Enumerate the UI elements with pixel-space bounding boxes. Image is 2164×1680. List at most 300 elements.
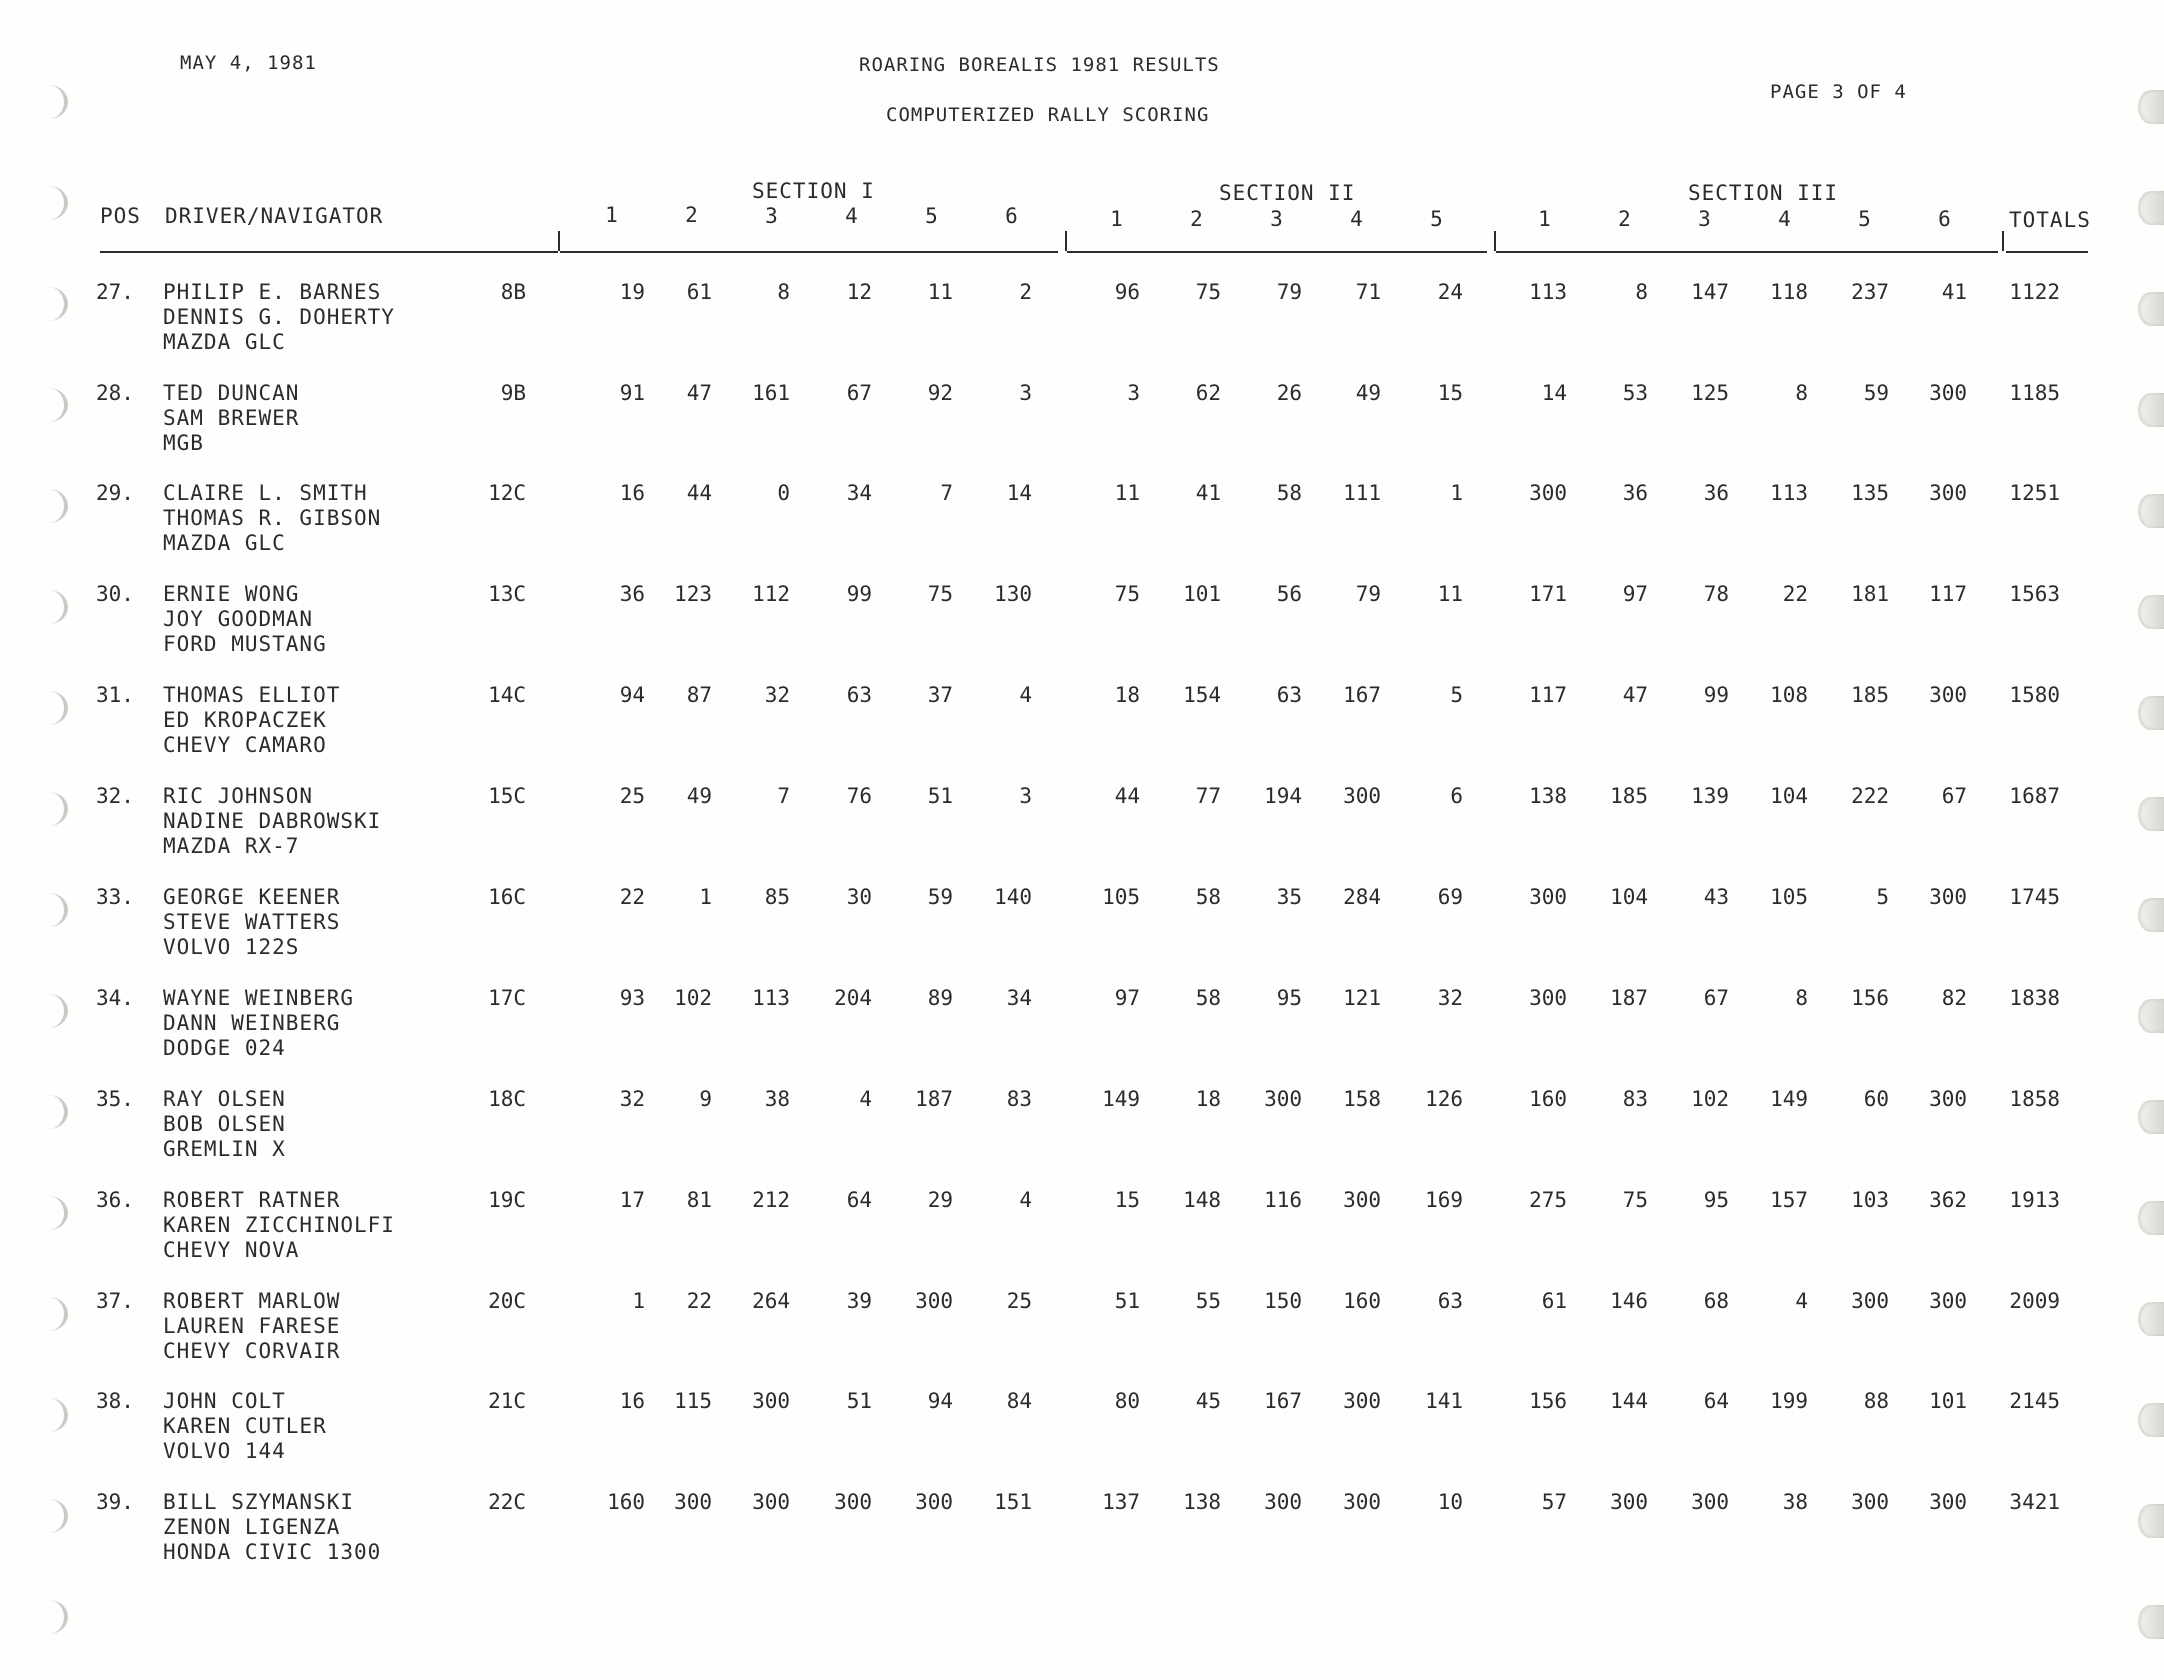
stage-score: 36 (619, 582, 645, 606)
stage-header: 1 (605, 203, 619, 227)
stage-score: 67 (846, 381, 872, 405)
driver-navigator-car (163, 784, 381, 859)
stage-score: 34 (1006, 986, 1032, 1010)
stage-score: 39 (846, 1289, 872, 1313)
binder-hole-left (30, 287, 68, 321)
stage-score: 117 (1929, 582, 1967, 606)
binder-hole-right (2138, 191, 2164, 225)
stage-score: 156 (1851, 986, 1889, 1010)
rule-divider (1065, 231, 1067, 251)
stage-score: 4 (859, 1087, 872, 1111)
stage-score: 103 (1851, 1188, 1889, 1212)
stage-score: 300 (752, 1490, 790, 1514)
stage-score: 45 (1195, 1389, 1221, 1413)
stage-score: 92 (927, 381, 953, 405)
stage-score: 212 (752, 1188, 790, 1212)
car-number: 20C (488, 1289, 526, 1313)
driver-name: ROBERT MARLOW (163, 1289, 341, 1313)
column-header-totals: TOTALS (2009, 208, 2091, 232)
stage-score: 171 (1529, 582, 1567, 606)
stage-score: 97 (1114, 986, 1140, 1010)
stage-score: 147 (1691, 280, 1729, 304)
stage-score: 14 (1006, 481, 1032, 505)
stage-score: 62 (1195, 381, 1221, 405)
stage-score: 135 (1851, 481, 1889, 505)
navigator-name: DANN WEINBERG (163, 1011, 341, 1035)
driver-name: TED DUNCAN (163, 381, 300, 405)
stage-score: 7 (777, 784, 790, 808)
car-number: 21C (488, 1389, 526, 1413)
stage-score: 160 (607, 1490, 645, 1514)
stage-score: 300 (1610, 1490, 1648, 1514)
binder-hole-right (2138, 999, 2164, 1033)
report-title: ROARING BOREALIS 1981 RESULTS (859, 54, 1220, 76)
stage-score: 63 (1437, 1289, 1463, 1313)
stage-header: 3 (1270, 207, 1284, 231)
stage-score: 115 (674, 1389, 712, 1413)
stage-score: 300 (674, 1490, 712, 1514)
stage-score: 167 (1264, 1389, 1302, 1413)
navigator-name: NADINE DABROWSKI (163, 809, 382, 833)
stage-header: 5 (1858, 207, 1872, 231)
binder-hole-left (30, 893, 68, 927)
stage-score: 300 (834, 1490, 872, 1514)
stage-score: 300 (752, 1389, 790, 1413)
stage-score: 68 (1703, 1289, 1729, 1313)
stage-score: 5 (1876, 885, 1889, 909)
navigator-name: JOY GOODMAN (163, 607, 314, 631)
stage-score: 300 (1691, 1490, 1729, 1514)
stage-score: 101 (1929, 1389, 1967, 1413)
driver-navigator-car (163, 582, 327, 657)
stage-score: 3 (1127, 381, 1140, 405)
driver-name: BILL SZYMANSKI (163, 1490, 355, 1514)
stage-score: 300 (1851, 1289, 1889, 1313)
binder-hole-left (30, 1600, 68, 1634)
stage-score: 38 (1782, 1490, 1808, 1514)
stage-score: 300 (1929, 1087, 1967, 1111)
rule-divider (1494, 231, 1496, 251)
stage-score: 2 (1019, 280, 1032, 304)
stage-score: 187 (915, 1087, 953, 1111)
binder-hole-right (2138, 595, 2164, 629)
binder-hole-right (2138, 1201, 2164, 1235)
driver-name: GEORGE KEENER (163, 885, 341, 909)
car-number: 9B (500, 381, 526, 405)
stage-score: 300 (1264, 1087, 1302, 1111)
stage-score: 3 (1019, 784, 1032, 808)
stage-score: 138 (1529, 784, 1567, 808)
car-model: CHEVY CAMARO (163, 733, 327, 757)
binder-hole-left (30, 388, 68, 422)
stage-score: 144 (1610, 1389, 1648, 1413)
car-number: 18C (488, 1087, 526, 1111)
stage-score: 75 (1114, 582, 1140, 606)
stage-header: 4 (1350, 207, 1364, 231)
stage-score: 80 (1114, 1389, 1140, 1413)
stage-score: 126 (1425, 1087, 1463, 1111)
stage-score: 47 (686, 381, 712, 405)
stage-score: 300 (1929, 1289, 1967, 1313)
total-score: 2009 (2009, 1289, 2060, 1313)
car-model: VOLVO 144 (163, 1439, 286, 1463)
stage-score: 47 (1622, 683, 1648, 707)
stage-score: 118 (1770, 280, 1808, 304)
car-number: 22C (488, 1490, 526, 1514)
stage-score: 8 (777, 280, 790, 304)
stage-score: 185 (1851, 683, 1889, 707)
car-number: 17C (488, 986, 526, 1010)
stage-score: 94 (927, 1389, 953, 1413)
stage-score: 94 (619, 683, 645, 707)
stage-score: 18 (1195, 1087, 1221, 1111)
stage-score: 140 (994, 885, 1032, 909)
stage-score: 78 (1703, 582, 1729, 606)
car-number: 15C (488, 784, 526, 808)
stage-score: 56 (1276, 582, 1302, 606)
header-rule-totals (2006, 251, 2088, 253)
stage-score: 194 (1264, 784, 1302, 808)
stage-score: 102 (1691, 1087, 1729, 1111)
driver-navigator-car (163, 481, 381, 556)
binder-hole-right (2138, 393, 2164, 427)
stage-score: 43 (1703, 885, 1729, 909)
stage-score: 25 (619, 784, 645, 808)
stage-score: 300 (1929, 885, 1967, 909)
position: 31. (96, 683, 134, 707)
stage-score: 83 (1622, 1087, 1648, 1111)
binder-hole-left (30, 186, 68, 220)
stage-score: 154 (1183, 683, 1221, 707)
stage-score: 77 (1195, 784, 1221, 808)
stage-score: 8 (1795, 381, 1808, 405)
navigator-name: STEVE WATTERS (163, 910, 341, 934)
stage-score: 35 (1276, 885, 1302, 909)
navigator-name: SAM BREWER (163, 406, 300, 430)
navigator-name: KAREN CUTLER (163, 1414, 327, 1438)
position: 27. (96, 280, 134, 304)
stage-score: 99 (846, 582, 872, 606)
stage-score: 67 (1703, 986, 1729, 1010)
car-model: FORD MUSTANG (163, 632, 327, 656)
stage-score: 15 (1114, 1188, 1140, 1212)
position: 39. (96, 1490, 134, 1514)
stage-score: 116 (1264, 1188, 1302, 1212)
stage-score: 300 (1529, 986, 1567, 1010)
stage-score: 11 (927, 280, 953, 304)
binder-hole-left (30, 1398, 68, 1432)
stage-score: 16 (619, 1389, 645, 1413)
stage-header: 2 (1618, 207, 1632, 231)
stage-score: 149 (1770, 1087, 1808, 1111)
stage-score: 105 (1770, 885, 1808, 909)
stage-score: 300 (1529, 481, 1567, 505)
stage-score: 79 (1276, 280, 1302, 304)
stage-score: 95 (1276, 986, 1302, 1010)
binder-hole-left (30, 489, 68, 523)
driver-name: WAYNE WEINBERG (163, 986, 355, 1010)
stage-score: 49 (1355, 381, 1381, 405)
stage-header: 6 (1938, 207, 1952, 231)
stage-score: 300 (1929, 1490, 1967, 1514)
driver-navigator-car (163, 986, 354, 1061)
stage-score: 55 (1195, 1289, 1221, 1313)
column-header-pos: POS (100, 204, 141, 228)
car-model: DODGE 024 (163, 1036, 286, 1060)
column-header-driver: DRIVER/NAVIGATOR (165, 204, 384, 228)
car-number: 19C (488, 1188, 526, 1212)
driver-navigator-car (163, 280, 395, 355)
stage-score: 156 (1529, 1389, 1567, 1413)
section-header-3: SECTION III (1688, 181, 1839, 205)
stage-score: 11 (1437, 582, 1463, 606)
car-model: MAZDA RX-7 (163, 834, 300, 858)
binder-hole-left (30, 792, 68, 826)
total-score: 1251 (2009, 481, 2060, 505)
binder-hole-right (2138, 1403, 2164, 1437)
stage-score: 113 (1770, 481, 1808, 505)
stage-score: 300 (1343, 1490, 1381, 1514)
stage-score: 137 (1102, 1490, 1140, 1514)
binder-hole-left (30, 1095, 68, 1129)
navigator-name: BOB OLSEN (163, 1112, 286, 1136)
report-date: MAY 4, 1981 (180, 52, 317, 74)
stage-score: 149 (1102, 1087, 1140, 1111)
stage-score: 300 (1343, 1188, 1381, 1212)
stage-score: 18 (1114, 683, 1140, 707)
stage-score: 138 (1183, 1490, 1221, 1514)
stage-score: 64 (846, 1188, 872, 1212)
position: 34. (96, 986, 134, 1010)
stage-score: 300 (1851, 1490, 1889, 1514)
car-number: 13C (488, 582, 526, 606)
stage-score: 64 (1703, 1389, 1729, 1413)
stage-score: 82 (1941, 986, 1967, 1010)
stage-score: 14 (1541, 381, 1567, 405)
stage-score: 264 (752, 1289, 790, 1313)
car-model: MGB (163, 431, 204, 455)
stage-score: 22 (1782, 582, 1808, 606)
position: 37. (96, 1289, 134, 1313)
header-rule-section1 (560, 251, 1058, 253)
stage-score: 53 (1622, 381, 1648, 405)
stage-score: 300 (1929, 381, 1967, 405)
stage-score: 96 (1114, 280, 1140, 304)
stage-score: 12 (846, 280, 872, 304)
stage-score: 58 (1195, 885, 1221, 909)
total-score: 1122 (2009, 280, 2060, 304)
stage-score: 158 (1343, 1087, 1381, 1111)
stage-score: 51 (927, 784, 953, 808)
stage-score: 59 (1863, 381, 1889, 405)
stage-score: 87 (686, 683, 712, 707)
binder-hole-right (2138, 90, 2164, 124)
stage-score: 300 (1343, 784, 1381, 808)
driver-name: ERNIE WONG (163, 582, 300, 606)
stage-score: 125 (1691, 381, 1729, 405)
stage-header: 3 (1698, 207, 1712, 231)
stage-score: 104 (1770, 784, 1808, 808)
driver-navigator-car (163, 1188, 395, 1263)
stage-score: 160 (1343, 1289, 1381, 1313)
binder-hole-left (30, 691, 68, 725)
header-rule-section3 (1496, 251, 1998, 253)
stage-score: 75 (1195, 280, 1221, 304)
stage-score: 79 (1355, 582, 1381, 606)
navigator-name: KAREN ZICCHINOLFI (163, 1213, 395, 1237)
driver-name: PHILIP E. BARNES (163, 280, 382, 304)
stage-score: 102 (674, 986, 712, 1010)
stage-score: 16 (619, 481, 645, 505)
stage-score: 89 (927, 986, 953, 1010)
section-header-2: SECTION II (1219, 181, 1356, 205)
stage-score: 157 (1770, 1188, 1808, 1212)
stage-score: 44 (686, 481, 712, 505)
stage-score: 7 (940, 481, 953, 505)
stage-score: 4 (1019, 683, 1032, 707)
stage-score: 93 (619, 986, 645, 1010)
stage-score: 113 (1529, 280, 1567, 304)
header-rule-driver (100, 251, 558, 253)
total-score: 1687 (2009, 784, 2060, 808)
stage-score: 362 (1929, 1188, 1967, 1212)
stage-score: 3 (1019, 381, 1032, 405)
stage-score: 123 (674, 582, 712, 606)
stage-header: 2 (685, 203, 699, 227)
binder-hole-right (2138, 1302, 2164, 1336)
stage-score: 19 (619, 280, 645, 304)
total-score: 1185 (2009, 381, 2060, 405)
stage-score: 117 (1529, 683, 1567, 707)
stage-score: 108 (1770, 683, 1808, 707)
stage-score: 84 (1006, 1389, 1032, 1413)
stage-header: 4 (1778, 207, 1792, 231)
stage-score: 104 (1610, 885, 1648, 909)
total-score: 1745 (2009, 885, 2060, 909)
stage-score: 4 (1795, 1289, 1808, 1313)
binder-hole-right (2138, 696, 2164, 730)
stage-score: 67 (1941, 784, 1967, 808)
stage-header: 5 (1430, 207, 1444, 231)
stage-score: 61 (1541, 1289, 1567, 1313)
binder-hole-left (30, 1499, 68, 1533)
position: 30. (96, 582, 134, 606)
car-model: MAZDA GLC (163, 330, 286, 354)
driver-navigator-car (163, 885, 340, 960)
car-model: HONDA CIVIC 1300 (163, 1540, 382, 1564)
stage-score: 300 (915, 1289, 953, 1313)
binder-hole-left (30, 590, 68, 624)
stage-score: 41 (1941, 280, 1967, 304)
stage-score: 146 (1610, 1289, 1648, 1313)
stage-score: 5 (1450, 683, 1463, 707)
stage-score: 300 (915, 1490, 953, 1514)
stage-score: 34 (846, 481, 872, 505)
stage-score: 88 (1863, 1389, 1889, 1413)
driver-navigator-car (163, 1490, 381, 1565)
stage-score: 37 (927, 683, 953, 707)
stage-score: 57 (1541, 1490, 1567, 1514)
stage-score: 36 (1703, 481, 1729, 505)
stage-score: 148 (1183, 1188, 1221, 1212)
stage-score: 76 (846, 784, 872, 808)
stage-score: 151 (994, 1490, 1032, 1514)
stage-score: 275 (1529, 1188, 1567, 1212)
stage-score: 0 (777, 481, 790, 505)
stage-score: 63 (846, 683, 872, 707)
stage-score: 185 (1610, 784, 1648, 808)
stage-score: 113 (752, 986, 790, 1010)
stage-score: 85 (764, 885, 790, 909)
total-score: 1913 (2009, 1188, 2060, 1212)
binder-hole-right (2138, 1504, 2164, 1538)
driver-navigator-car (163, 381, 299, 456)
stage-score: 139 (1691, 784, 1729, 808)
stage-score: 49 (686, 784, 712, 808)
stage-header: 1 (1110, 207, 1124, 231)
total-score: 1580 (2009, 683, 2060, 707)
stage-score: 32 (619, 1087, 645, 1111)
navigator-name: LAUREN FARESE (163, 1314, 341, 1338)
stage-score: 75 (1622, 1188, 1648, 1212)
stage-score: 300 (1529, 885, 1567, 909)
stage-score: 75 (927, 582, 953, 606)
car-number: 14C (488, 683, 526, 707)
stage-score: 222 (1851, 784, 1889, 808)
stage-score: 71 (1355, 280, 1381, 304)
section-header-1: SECTION I (752, 179, 875, 203)
car-model: GREMLIN X (163, 1137, 286, 1161)
position: 33. (96, 885, 134, 909)
stage-score: 121 (1343, 986, 1381, 1010)
position: 35. (96, 1087, 134, 1111)
report-subtitle: COMPUTERIZED RALLY SCORING (886, 104, 1210, 126)
binder-hole-right (2138, 797, 2164, 831)
driver-name: RAY OLSEN (163, 1087, 286, 1111)
position: 38. (96, 1389, 134, 1413)
stage-score: 181 (1851, 582, 1889, 606)
stage-score: 81 (686, 1188, 712, 1212)
stage-score: 300 (1264, 1490, 1302, 1514)
binder-hole-left (30, 994, 68, 1028)
stage-score: 1 (699, 885, 712, 909)
stage-header: 3 (765, 204, 779, 228)
car-model: CHEVY NOVA (163, 1238, 300, 1262)
stage-score: 300 (1929, 481, 1967, 505)
stage-score: 237 (1851, 280, 1889, 304)
stage-score: 9 (699, 1087, 712, 1111)
stage-score: 26 (1276, 381, 1302, 405)
stage-score: 160 (1529, 1087, 1567, 1111)
driver-name: ROBERT RATNER (163, 1188, 341, 1212)
stage-score: 300 (1343, 1389, 1381, 1413)
stage-score: 95 (1703, 1188, 1729, 1212)
stage-score: 83 (1006, 1087, 1032, 1111)
position: 36. (96, 1188, 134, 1212)
stage-score: 199 (1770, 1389, 1808, 1413)
stage-score: 61 (686, 280, 712, 304)
position: 29. (96, 481, 134, 505)
stage-score: 58 (1276, 481, 1302, 505)
stage-score: 25 (1006, 1289, 1032, 1313)
binder-hole-right (2138, 1100, 2164, 1134)
stage-score: 32 (1437, 986, 1463, 1010)
driver-name: CLAIRE L. SMITH (163, 481, 368, 505)
driver-navigator-car (163, 1289, 340, 1364)
car-number: 8B (500, 280, 526, 304)
stage-score: 63 (1276, 683, 1302, 707)
driver-name: THOMAS ELLIOT (163, 683, 341, 707)
